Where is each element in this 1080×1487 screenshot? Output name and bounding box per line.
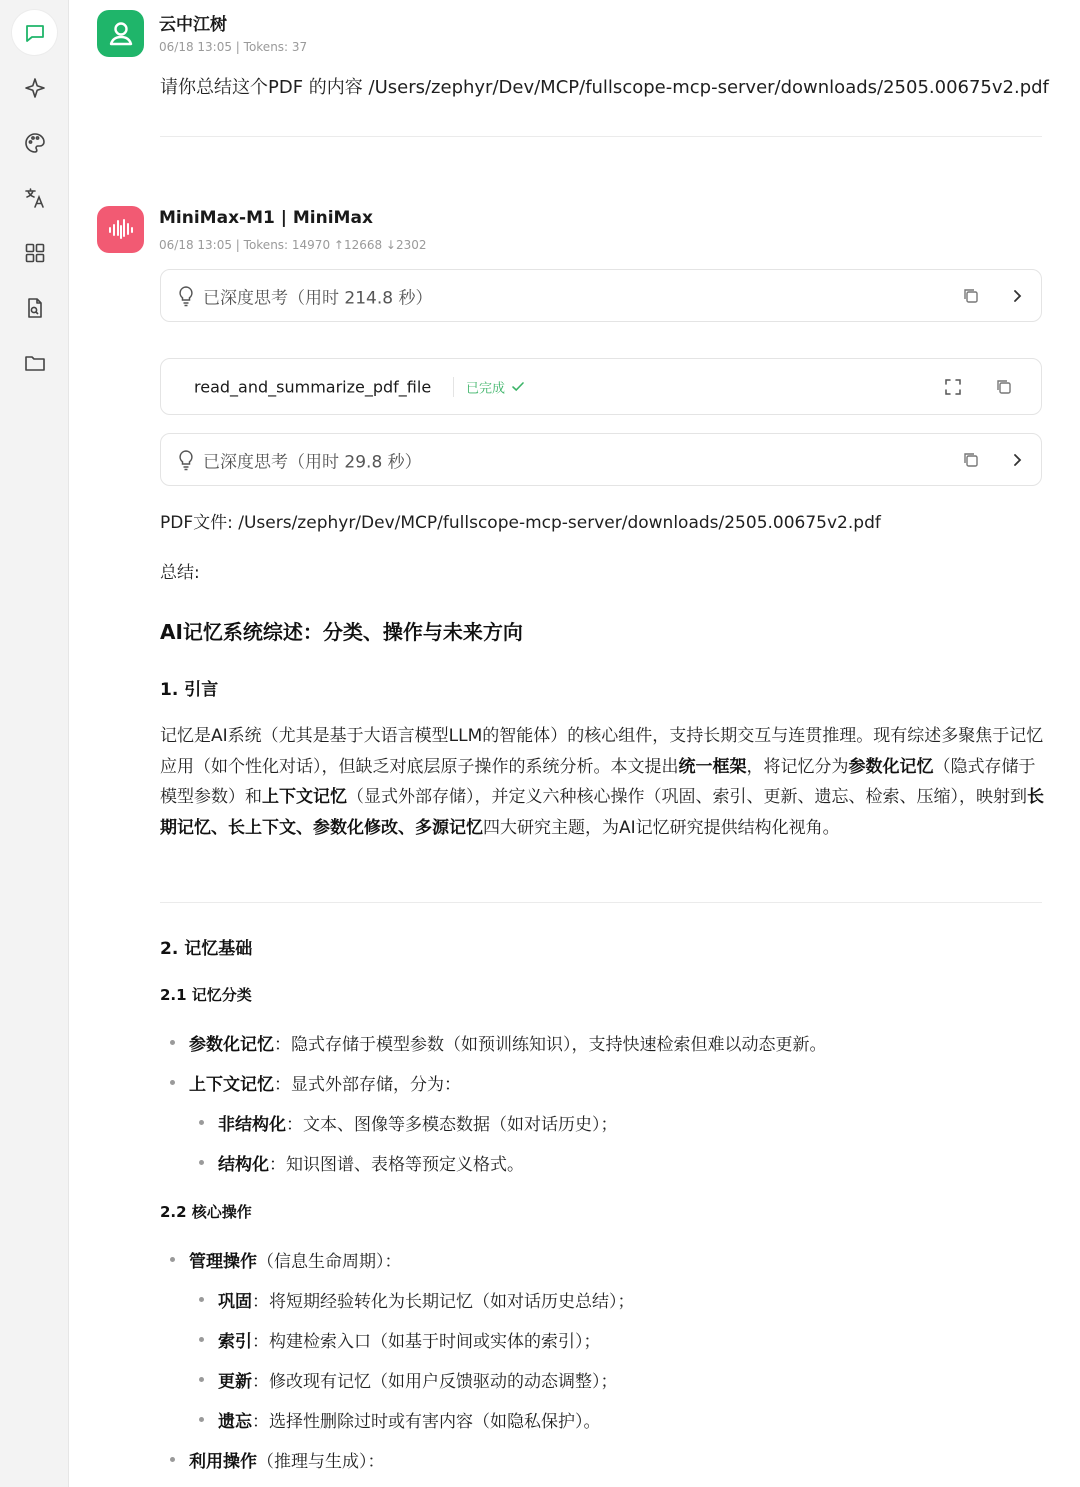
- assistant-message-meta: 06/18 13:05 | Tokens: 14970 ↑12668 ↓2302: [159, 238, 427, 252]
- folder-icon: [23, 351, 47, 375]
- user-name: 云中江树: [159, 15, 227, 35]
- translate-nav-button[interactable]: [12, 175, 57, 220]
- bold-run: 更新: [218, 1372, 252, 1392]
- bold-run: 巩固: [218, 1292, 252, 1312]
- sparkle-icon: [23, 76, 47, 100]
- bold-run: 结构化: [218, 1155, 269, 1175]
- tool-call-block[interactable]: [160, 358, 1042, 415]
- text-run: ：文本、图像等多模态数据（如对话历史）；: [286, 1115, 618, 1135]
- text-run: ：将短期经验转化为长期记忆（如对话历史总结）；: [252, 1292, 635, 1312]
- tool-status: [466, 377, 525, 396]
- text-run: ：隐式存储于模型参数（如预训练知识），支持快速检索但难以动态更新。: [274, 1035, 827, 1055]
- bold-run: 统一框架: [678, 756, 747, 777]
- chevron-right-icon[interactable]: [1007, 286, 1027, 306]
- bold-run: 上下文记忆: [189, 1075, 274, 1095]
- thinking-label-1: 已深度思考（用时 214.8 秒）: [203, 288, 433, 308]
- sidebar: [0, 0, 69, 1487]
- text-run: ：构建检索入口（如基于时间或实体的索引）；: [252, 1332, 601, 1352]
- text-run: （推理与生成）：: [257, 1452, 385, 1472]
- thinking-block-1[interactable]: [160, 269, 1042, 322]
- paint-nav-button[interactable]: [12, 120, 57, 165]
- waveform-icon: [105, 214, 137, 246]
- text-run: ：显式外部存储，分为：: [274, 1075, 461, 1095]
- text-run: 四大研究主题，为AI记忆研究提供结构化视角。: [483, 817, 840, 838]
- text-run: ：选择性删除过时或有害内容（如隐私保护）。: [252, 1412, 601, 1432]
- bullet-dot: [199, 1160, 204, 1165]
- tool-divider: [453, 377, 454, 397]
- expand-icon[interactable]: [943, 377, 963, 397]
- list-item: [199, 1287, 635, 1312]
- folder-nav-button[interactable]: [12, 340, 57, 385]
- text-run: ，将记忆分为: [746, 756, 849, 777]
- translate-icon: [23, 186, 47, 210]
- summary-title: AI记忆系统综述：分类、操作与未来方向: [160, 620, 523, 644]
- message-divider: [160, 136, 1042, 137]
- copy-icon[interactable]: [994, 377, 1014, 397]
- bullet-dot: [199, 1297, 204, 1302]
- subsection-heading-operations: 2.2 核心操作: [160, 1203, 252, 1221]
- thinking-label-2: 已深度思考（用时 29.8 秒）: [203, 452, 422, 472]
- list-item: [199, 1150, 524, 1175]
- assistant-nav-button[interactable]: [12, 65, 57, 110]
- bullet-dot: [199, 1377, 204, 1382]
- bold-run: 长期记忆、长上下文、参数化修改、多源记忆: [160, 787, 1044, 838]
- intro-paragraph: [160, 721, 1045, 843]
- bold-run: 上下文记忆: [262, 787, 347, 807]
- bold-run: 参数化记忆: [189, 1035, 274, 1055]
- bullet-dot: [199, 1120, 204, 1125]
- bullet-dot: [170, 1040, 175, 1045]
- checkmark-icon: [511, 380, 525, 394]
- bullet-dot: [170, 1457, 175, 1462]
- list-item: [199, 1110, 618, 1135]
- user-message-meta: 06/18 13:05 | Tokens: 37: [159, 40, 308, 54]
- apps-grid-icon: [23, 241, 47, 265]
- user-avatar[interactable]: [97, 10, 144, 57]
- bold-run: 管理操作: [189, 1252, 257, 1272]
- list-item: [170, 1247, 402, 1272]
- bold-run: 非结构化: [218, 1115, 286, 1135]
- files-nav-button[interactable]: [12, 285, 57, 330]
- palette-icon: [23, 131, 47, 155]
- tool-status-label: 已完成: [466, 381, 506, 396]
- list-item: [199, 1407, 601, 1432]
- chat-nav-button[interactable]: [12, 10, 57, 55]
- thinking-block-2[interactable]: [160, 433, 1042, 486]
- text-run: 记忆是AI系统（尤其是基于大语言模型LLM的智能体）的核心组件，支持长期交互与连贯推理。现有综述多聚焦于记忆应用（如个性化对话），但缺乏对底层原子操作的系统分析。本文提出: [160, 726, 1044, 777]
- list-item: [170, 1030, 827, 1055]
- bold-run: 利用操作: [189, 1452, 257, 1472]
- text-run: （隐式存储于模型参数）和: [160, 756, 1036, 807]
- section-heading-intro: 1. 引言: [160, 680, 219, 700]
- section-divider: [160, 902, 1042, 903]
- chat-bubble-icon: [23, 21, 47, 45]
- chevron-right-icon[interactable]: [1007, 450, 1027, 470]
- user-icon: [105, 18, 137, 50]
- model-name: MiniMax-M1 | MiniMax: [159, 208, 373, 228]
- file-search-icon: [23, 296, 47, 320]
- pdf-path-line: PDF文件: /Users/zephyr/Dev/MCP/fullscope-mcp-server/downloads/2505.00675v2.pdf: [160, 513, 881, 533]
- bullet-dot: [170, 1257, 175, 1262]
- copy-icon[interactable]: [961, 286, 981, 306]
- text-run: （信息生命周期）：: [257, 1252, 402, 1272]
- summary-label: 总结:: [160, 563, 200, 583]
- text-run: ：修改现有记忆（如用户反馈驱动的动态调整）；: [252, 1372, 618, 1392]
- bullet-dot: [199, 1417, 204, 1422]
- bot-avatar[interactable]: [97, 206, 144, 253]
- lightbulb-icon: [176, 285, 196, 307]
- tool-name: read_and_summarize_pdf_file: [194, 377, 432, 396]
- user-message-text: 请你总结这个PDF 的内容 /Users/zephyr/Dev/MCP/fullscope-mcp-server/downloads/2505.00675v2.pdf: [160, 77, 1049, 98]
- text-run: ：知识图谱、表格等预定义格式。: [269, 1155, 524, 1175]
- bold-run: 遗忘: [218, 1412, 252, 1432]
- list-item: [170, 1070, 461, 1095]
- bold-run: 参数化记忆: [848, 756, 934, 777]
- bullet-dot: [199, 1337, 204, 1342]
- bullet-dot: [170, 1080, 175, 1085]
- lightbulb-icon: [176, 449, 196, 471]
- bold-run: 索引: [218, 1332, 252, 1352]
- section-heading-basics: 2. 记忆基础: [160, 939, 253, 959]
- list-item: [199, 1327, 601, 1352]
- list-item: [199, 1367, 618, 1392]
- chat-area: [69, 0, 1080, 1487]
- list-item: [170, 1447, 385, 1472]
- apps-nav-button[interactable]: [12, 230, 57, 275]
- subsection-heading-taxonomy: 2.1 记忆分类: [160, 986, 252, 1004]
- copy-icon[interactable]: [961, 450, 981, 470]
- text-run: （显式外部存储），并定义六种核心操作（巩固、索引、更新、遗忘、检索、压缩），映射到: [347, 787, 1027, 807]
